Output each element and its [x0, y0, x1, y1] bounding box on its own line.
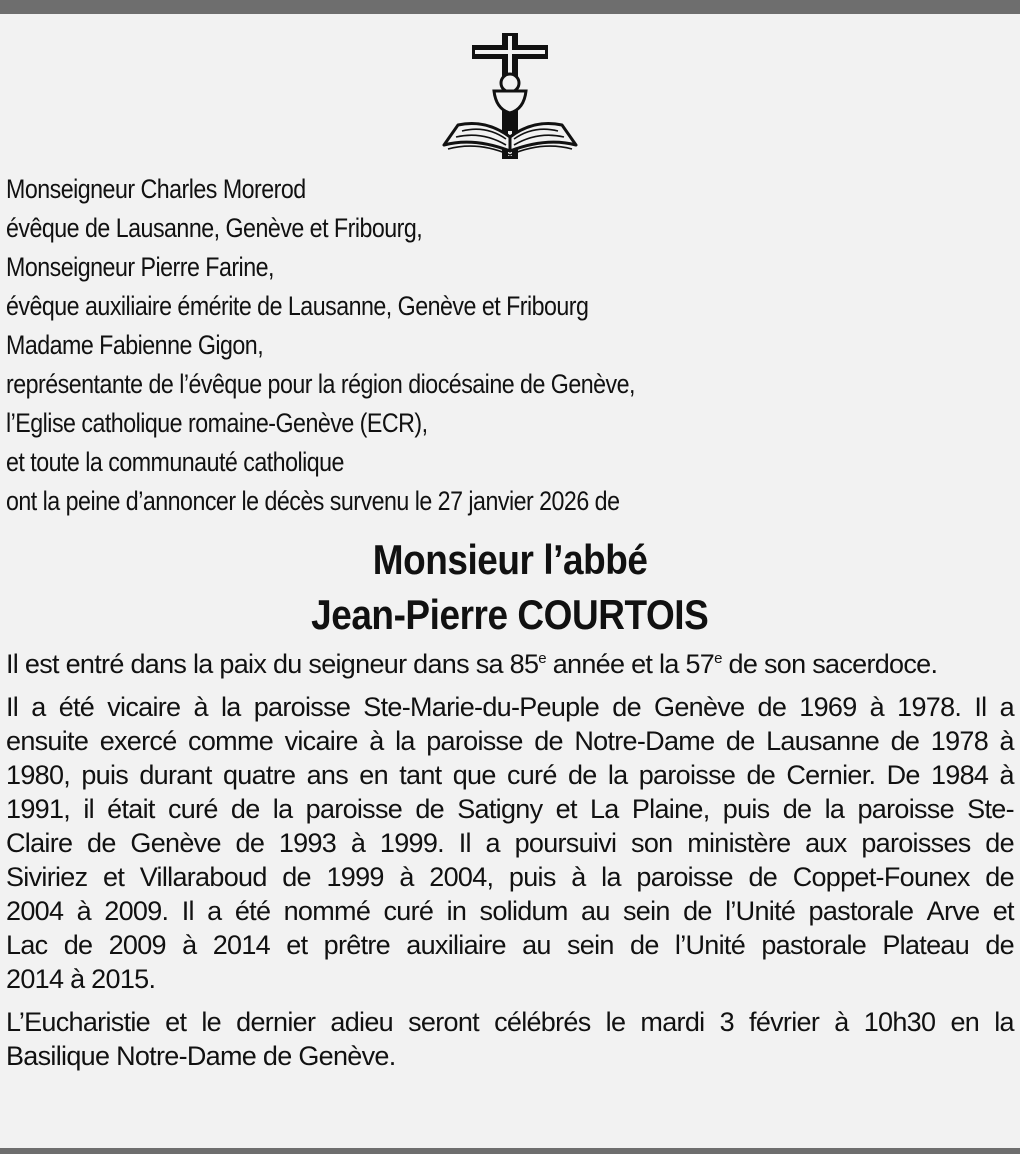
word: curé — [506, 760, 557, 790]
word: Plateau — [882, 930, 970, 960]
word: Lac — [6, 930, 48, 960]
word: en — [359, 760, 388, 790]
text-line — [6, 860, 1014, 894]
word: de — [757, 692, 787, 722]
word: de — [985, 862, 1014, 892]
word: nommé — [283, 896, 371, 926]
word: de — [63, 930, 93, 960]
word: au — [522, 930, 551, 960]
word: à — [350, 828, 366, 858]
word: curé — [167, 794, 218, 824]
word: seront — [408, 1007, 479, 1037]
text-line — [6, 826, 1014, 860]
word: 1978 — [930, 726, 989, 756]
word: 1999 — [326, 862, 384, 892]
text-line — [6, 928, 1014, 962]
word: et — [165, 1007, 187, 1037]
ceremony-paragraph — [6, 1005, 1014, 1073]
text-span: Basilique Notre-Dame de Genève. — [6, 1041, 396, 1071]
word: et — [992, 896, 1014, 926]
word: son — [631, 828, 673, 858]
sender-list — [6, 170, 1006, 521]
word: à — [869, 692, 884, 722]
word: exercé — [99, 726, 177, 756]
word: in — [446, 896, 467, 926]
word: de — [415, 794, 444, 824]
word: L’Eucharistie — [6, 1007, 150, 1037]
word: de — [782, 794, 812, 824]
word: ministère — [687, 828, 791, 858]
word: ensuite — [6, 726, 89, 756]
word: puis — [722, 794, 770, 824]
word: sein — [623, 896, 670, 926]
deceased-title: Monsieur l’abbé — [372, 536, 648, 583]
word: 2004 — [6, 896, 64, 926]
word: la — [220, 692, 241, 722]
word: de — [725, 726, 755, 756]
word: Genève — [654, 692, 745, 722]
word: à — [571, 862, 586, 892]
word: 1984 — [930, 760, 989, 790]
word: comme — [188, 726, 274, 756]
sender-line: Monseigneur Pierre Farine, — [6, 252, 274, 282]
career-paragraph — [6, 690, 1014, 996]
word: Ste-Marie-du-Peuple — [363, 692, 600, 722]
word: 1999. — [379, 828, 444, 858]
word: Il — [458, 828, 471, 858]
word: été — [58, 692, 95, 722]
word: Lausanne — [766, 726, 880, 756]
word: était — [107, 794, 155, 824]
announcement-line: ont la peine d’annoncer le décès survenu le 27 janvier 2026 de — [6, 486, 620, 516]
word: paroisse — [638, 760, 736, 790]
word: aux — [805, 828, 847, 858]
word: la — [607, 760, 628, 790]
intro-line — [6, 647, 1014, 681]
word: la — [994, 1007, 1014, 1037]
word: ans — [306, 760, 349, 790]
word: prêtre — [323, 930, 390, 960]
sender-line: et toute la communauté catholique — [6, 447, 344, 477]
sender-line: évêque auxiliaire émérite de Lausanne, Genève et Fribourg — [6, 291, 589, 321]
word: février — [749, 1007, 820, 1037]
word: que — [452, 760, 496, 790]
word: durant — [139, 760, 212, 790]
word: à — [76, 896, 91, 926]
bottom-border — [0, 1148, 1020, 1154]
word: de — [87, 828, 116, 858]
word: de — [890, 726, 920, 756]
word: paroisse — [636, 862, 733, 892]
word: La — [589, 794, 619, 824]
word: 1978. — [897, 692, 962, 722]
word: 1969 — [799, 692, 857, 722]
word: Coppet-Founex — [792, 862, 970, 892]
word: Genève — [130, 828, 221, 858]
word: de — [612, 692, 641, 722]
word: de — [630, 930, 659, 960]
word: paroisse — [305, 794, 403, 824]
word: Arve — [926, 896, 980, 926]
word: la — [601, 862, 621, 892]
sender-line: Monseigneur Charles Morerod — [6, 174, 306, 204]
word: de — [230, 794, 260, 824]
word: Ste- — [967, 794, 1014, 824]
word: pastorale — [761, 930, 867, 960]
text-line — [6, 1005, 1014, 1039]
word: 1993 — [278, 828, 337, 858]
word: de — [746, 760, 776, 790]
text-line — [6, 1039, 1014, 1073]
word: curé — [383, 896, 434, 926]
word: le — [201, 1007, 221, 1037]
sender-line: représentante de l’évêque pour la région diocésaine de Genève, — [6, 369, 635, 399]
word: Notre-Dame — [574, 726, 715, 756]
word: 2009. — [104, 896, 169, 926]
intro-sentence: Il est entré dans la paix du seigneur dans sa 85e année et la 57e de son sacerdoce. — [6, 649, 938, 679]
word: 2004, — [429, 862, 494, 892]
word: 1991, — [6, 794, 71, 824]
word: adieu — [330, 1007, 393, 1037]
word: vicaire — [107, 692, 181, 722]
text-line — [6, 792, 1014, 826]
word: l’Unité — [674, 930, 746, 960]
deceased-name: Jean-Pierre COURTOIS — [311, 591, 709, 638]
word: a — [31, 692, 46, 722]
word: à — [182, 930, 197, 960]
word: puis — [508, 862, 556, 892]
word: tant — [399, 760, 442, 790]
word: à — [834, 1007, 849, 1037]
word: dernier — [236, 1007, 316, 1037]
word: paroisse — [426, 726, 523, 756]
word: la — [824, 794, 845, 824]
text-line — [6, 758, 1014, 792]
word: sein — [567, 930, 614, 960]
word: paroisse — [253, 692, 351, 722]
word: mardi — [640, 1007, 705, 1037]
word: Il — [181, 896, 194, 926]
sender-line: l’Eglise catholique romaine-Genève (ECR), — [6, 408, 428, 438]
word: et — [286, 930, 308, 960]
text-line — [6, 894, 1014, 928]
word: en — [950, 1007, 980, 1037]
word: a — [485, 828, 500, 858]
word: De — [886, 760, 920, 790]
text-line — [6, 724, 1014, 758]
word: et — [103, 862, 125, 892]
word: et — [555, 794, 577, 824]
word: célébrés — [494, 1007, 591, 1037]
cross-chalice-book-icon — [438, 33, 582, 159]
word: Satigny — [457, 794, 543, 824]
word: paroisse — [857, 794, 954, 824]
deceased-name-block — [0, 532, 1020, 642]
word: 2009 — [108, 930, 166, 960]
word: le — [605, 1007, 626, 1037]
word: auxiliaire — [406, 930, 506, 960]
text-span: 2014 à 2015. — [6, 964, 156, 994]
text-line — [6, 962, 1014, 996]
word: a — [999, 692, 1014, 722]
word: a — [207, 896, 222, 926]
word: de — [748, 862, 778, 892]
word: puis — [81, 760, 129, 790]
word: au — [581, 896, 610, 926]
word: l’Unité — [725, 896, 796, 926]
word: 2014 — [212, 930, 270, 960]
word: la — [395, 726, 415, 756]
sender-line: évêque de Lausanne, Genève et Fribourg, — [6, 213, 423, 243]
word: de — [567, 760, 597, 790]
word: de — [985, 828, 1014, 858]
word: pastorale — [808, 896, 914, 926]
word: à — [999, 760, 1014, 790]
word: de — [985, 930, 1014, 960]
word: vicaire — [284, 726, 358, 756]
word: solidum — [479, 896, 568, 926]
word: été — [234, 896, 271, 926]
obituary-body — [6, 647, 1014, 1082]
word: Villaraboud — [139, 862, 267, 892]
word: de — [534, 726, 563, 756]
word: quatre — [222, 760, 296, 790]
word: de — [235, 828, 265, 858]
word: 10h30 — [863, 1007, 936, 1037]
word: Il — [6, 692, 19, 722]
word: de — [683, 896, 712, 926]
word: de — [282, 862, 311, 892]
word: Cernier. — [786, 760, 876, 790]
word: il — [83, 794, 94, 824]
word: la — [272, 794, 293, 824]
word: à — [193, 692, 208, 722]
word: paroisses — [861, 828, 971, 858]
word: à — [369, 726, 384, 756]
word: Siviriez — [6, 862, 88, 892]
sender-line: Madame Fabienne Gigon, — [6, 330, 264, 360]
word: Plaine, — [631, 794, 710, 824]
word: Il — [974, 692, 987, 722]
word: 1980, — [6, 760, 71, 790]
word: à — [399, 862, 414, 892]
word: à — [999, 726, 1014, 756]
text-line — [6, 690, 1014, 724]
word: Claire — [6, 828, 73, 858]
top-border — [0, 0, 1020, 14]
intro-paragraph — [6, 647, 1014, 681]
word: poursuivi — [514, 828, 617, 858]
word: 3 — [719, 1007, 734, 1037]
